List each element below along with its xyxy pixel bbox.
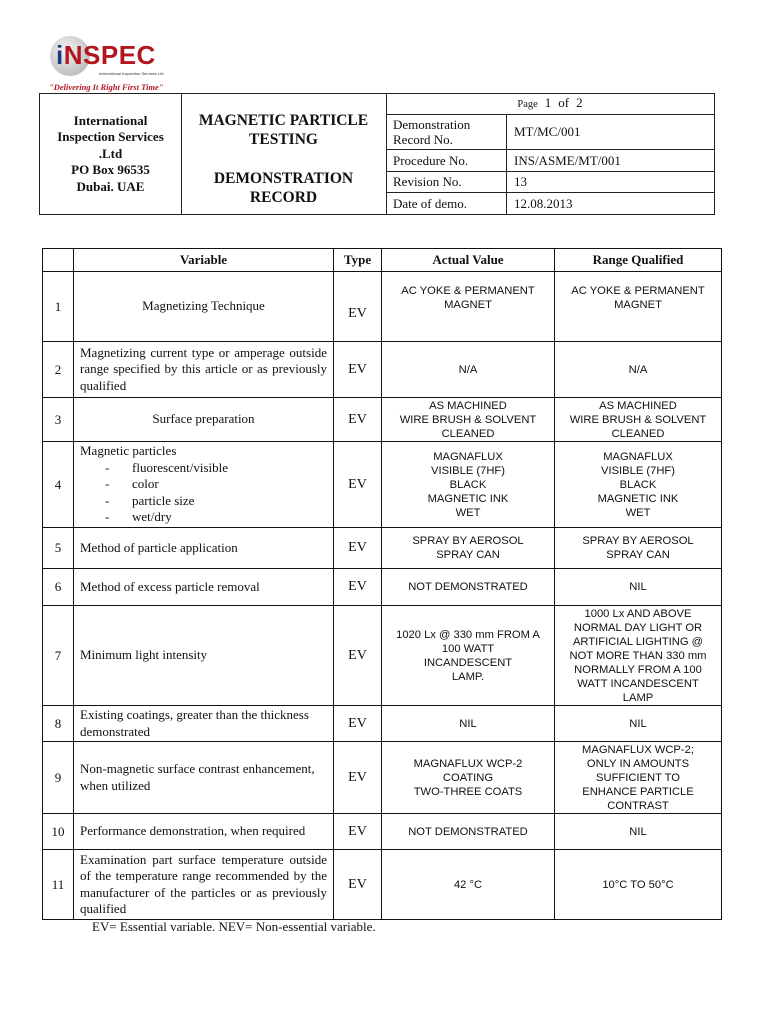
- row-number: 3: [43, 398, 74, 442]
- info-label: Demonstration Record No.: [386, 114, 507, 149]
- range-qualified-cell: N/A: [555, 342, 722, 398]
- list-item: - particle size: [132, 493, 327, 510]
- table-row: [43, 569, 722, 606]
- type-cell: EV: [334, 742, 382, 814]
- info-label: Date of demo.: [386, 192, 507, 214]
- variable-cell: Surface preparation: [74, 398, 334, 442]
- actual-value-cell: AS MACHINED WIRE BRUSH & SOLVENT CLEANED: [382, 398, 555, 442]
- row-number: 6: [43, 569, 74, 606]
- variables-table: [42, 248, 722, 920]
- table-row: [43, 606, 722, 706]
- variable-cell: Method of excess particle removal: [74, 569, 334, 606]
- range-qualified-cell: NIL: [555, 706, 722, 742]
- type-cell: EV: [334, 342, 382, 398]
- info-value: INS/ASME/MT/001: [507, 149, 715, 171]
- variable-cell: Performance demonstration, when required: [74, 814, 334, 850]
- type-cell: EV: [334, 814, 382, 850]
- type-cell: EV: [334, 706, 382, 742]
- actual-value-cell: 42 °C: [382, 850, 555, 920]
- actual-value-cell: N/A: [382, 342, 555, 398]
- type-cell: EV: [334, 569, 382, 606]
- variable-cell: Magnetizing current type or amperage outside range specified by this article or as previously qualified: [74, 342, 334, 398]
- range-qualified-cell: 10°C TO 50°C: [555, 850, 722, 920]
- variable-cell: Existing coatings, greater than the thickness demonstrated: [74, 706, 334, 742]
- table-row: [43, 272, 722, 342]
- type-cell: EV: [334, 398, 382, 442]
- actual-value-cell: NOT DEMONSTRATED: [382, 814, 555, 850]
- document-title: [181, 94, 387, 214]
- company-address: [40, 94, 182, 214]
- info-label: Revision No.: [386, 171, 507, 192]
- table-header-row: [43, 249, 722, 272]
- type-cell: EV: [334, 442, 382, 528]
- header-variable: Variable: [74, 249, 334, 272]
- actual-value-cell: AC YOKE & PERMANENT MAGNET: [382, 272, 555, 342]
- table-row: [43, 528, 722, 569]
- list-item: - wet/dry: [132, 509, 327, 526]
- table-row: [43, 850, 722, 920]
- company-line: Dubai. UAE: [76, 178, 145, 194]
- range-qualified-cell: SPRAY BY AEROSOL SPRAY CAN: [555, 528, 722, 569]
- row-number: 4: [43, 442, 74, 528]
- page-indicator: Page 1 of 2: [386, 94, 714, 114]
- record-info: [386, 94, 714, 214]
- sub-variable-list: [80, 460, 327, 526]
- row-number: 2: [43, 342, 74, 398]
- tagline: "Delivering It Right First Time": [49, 82, 164, 92]
- info-value: 13: [507, 171, 715, 192]
- type-cell: EV: [334, 850, 382, 920]
- variable-cell: Magnetizing Technique: [74, 272, 334, 342]
- type-cell: EV: [334, 606, 382, 706]
- company-line: International: [73, 112, 148, 128]
- title-line-2: DEMONSTRATION RECORD: [213, 170, 354, 206]
- row-number: 11: [43, 850, 74, 920]
- header-type: Type: [334, 249, 382, 272]
- table-row: [43, 342, 722, 398]
- variable-cell: Examination part surface temperature outside of the temperature range recommended by the manufacturer of the particles or as previously qualified: [74, 850, 334, 920]
- variable-cell: Method of particle application: [74, 528, 334, 569]
- row-number: 10: [43, 814, 74, 850]
- actual-value-cell: MAGNAFLUX WCP-2 COATING TWO-THREE COATS: [382, 742, 555, 814]
- header-range: Range Qualified: [555, 249, 722, 272]
- info-value: 12.08.2013: [507, 192, 715, 214]
- table-row: [43, 706, 722, 742]
- range-qualified-cell: AS MACHINED WIRE BRUSH & SOLVENT CLEANED: [555, 398, 722, 442]
- logo-subtext: International Inspection Services Ltd: [99, 71, 164, 76]
- footnote: EV= Essential variable. NEV= Non-essential variable.: [92, 919, 376, 934]
- table-row: [43, 742, 722, 814]
- company-line: PO Box 96535: [71, 162, 150, 178]
- row-number: 7: [43, 606, 74, 706]
- row-number: 1: [43, 272, 74, 342]
- range-qualified-cell: NIL: [555, 814, 722, 850]
- table-row: [43, 442, 722, 528]
- document-header: [39, 93, 715, 215]
- list-item: - color: [132, 476, 327, 493]
- actual-value-cell: NIL: [382, 706, 555, 742]
- company-line: Inspection Services: [57, 129, 164, 145]
- actual-value-cell: NOT DEMONSTRATED: [382, 569, 555, 606]
- header-num: [43, 249, 74, 272]
- range-qualified-cell: 1000 Lx AND ABOVE NORMAL DAY LIGHT OR ARTIFICIAL LIGHTING @ NOT MORE THAN 330 mm NORMALLY FROM A 100 WATT INCANDESCENT LAMP: [555, 606, 722, 706]
- logo-wordmark: iNSPEC: [56, 40, 156, 70]
- title-line-1: MAGNETIC PARTICLE TESTING: [198, 112, 369, 148]
- type-cell: EV: [334, 528, 382, 569]
- range-qualified-cell: MAGNAFLUX VISIBLE (7HF) BLACK MAGNETIC INK WET: [555, 442, 722, 528]
- company-line: .Ltd: [98, 145, 123, 161]
- variable-cell: Magnetic particles - fluorescent/visible - color - particle size - wet/dry: [74, 442, 334, 528]
- header-actual: Actual Value: [382, 249, 555, 272]
- list-item: - fluorescent/visible: [132, 460, 327, 477]
- variable-cell: Non-magnetic surface contrast enhancement, when utilized: [74, 742, 334, 814]
- info-label: Procedure No.: [386, 149, 507, 171]
- range-qualified-cell: MAGNAFLUX WCP-2; ONLY IN AMOUNTS SUFFICIENT TO ENHANCE PARTICLE CONTRAST: [555, 742, 722, 814]
- actual-value-cell: 1020 Lx @ 330 mm FROM A 100 WATT INCANDESCENT LAMP.: [382, 606, 555, 706]
- row-number: 9: [43, 742, 74, 814]
- actual-value-cell: MAGNAFLUX VISIBLE (7HF) BLACK MAGNETIC INK WET: [382, 442, 555, 528]
- range-qualified-cell: AC YOKE & PERMANENT MAGNET: [555, 272, 722, 342]
- variable-cell: Minimum light intensity: [74, 606, 334, 706]
- actual-value-cell: SPRAY BY AEROSOL SPRAY CAN: [382, 528, 555, 569]
- table-row: [43, 814, 722, 850]
- type-cell: EV: [334, 272, 382, 342]
- info-value: MT/MC/001: [507, 114, 715, 149]
- row-number: 8: [43, 706, 74, 742]
- table-row: [43, 398, 722, 442]
- row-number: 5: [43, 528, 74, 569]
- range-qualified-cell: NIL: [555, 569, 722, 606]
